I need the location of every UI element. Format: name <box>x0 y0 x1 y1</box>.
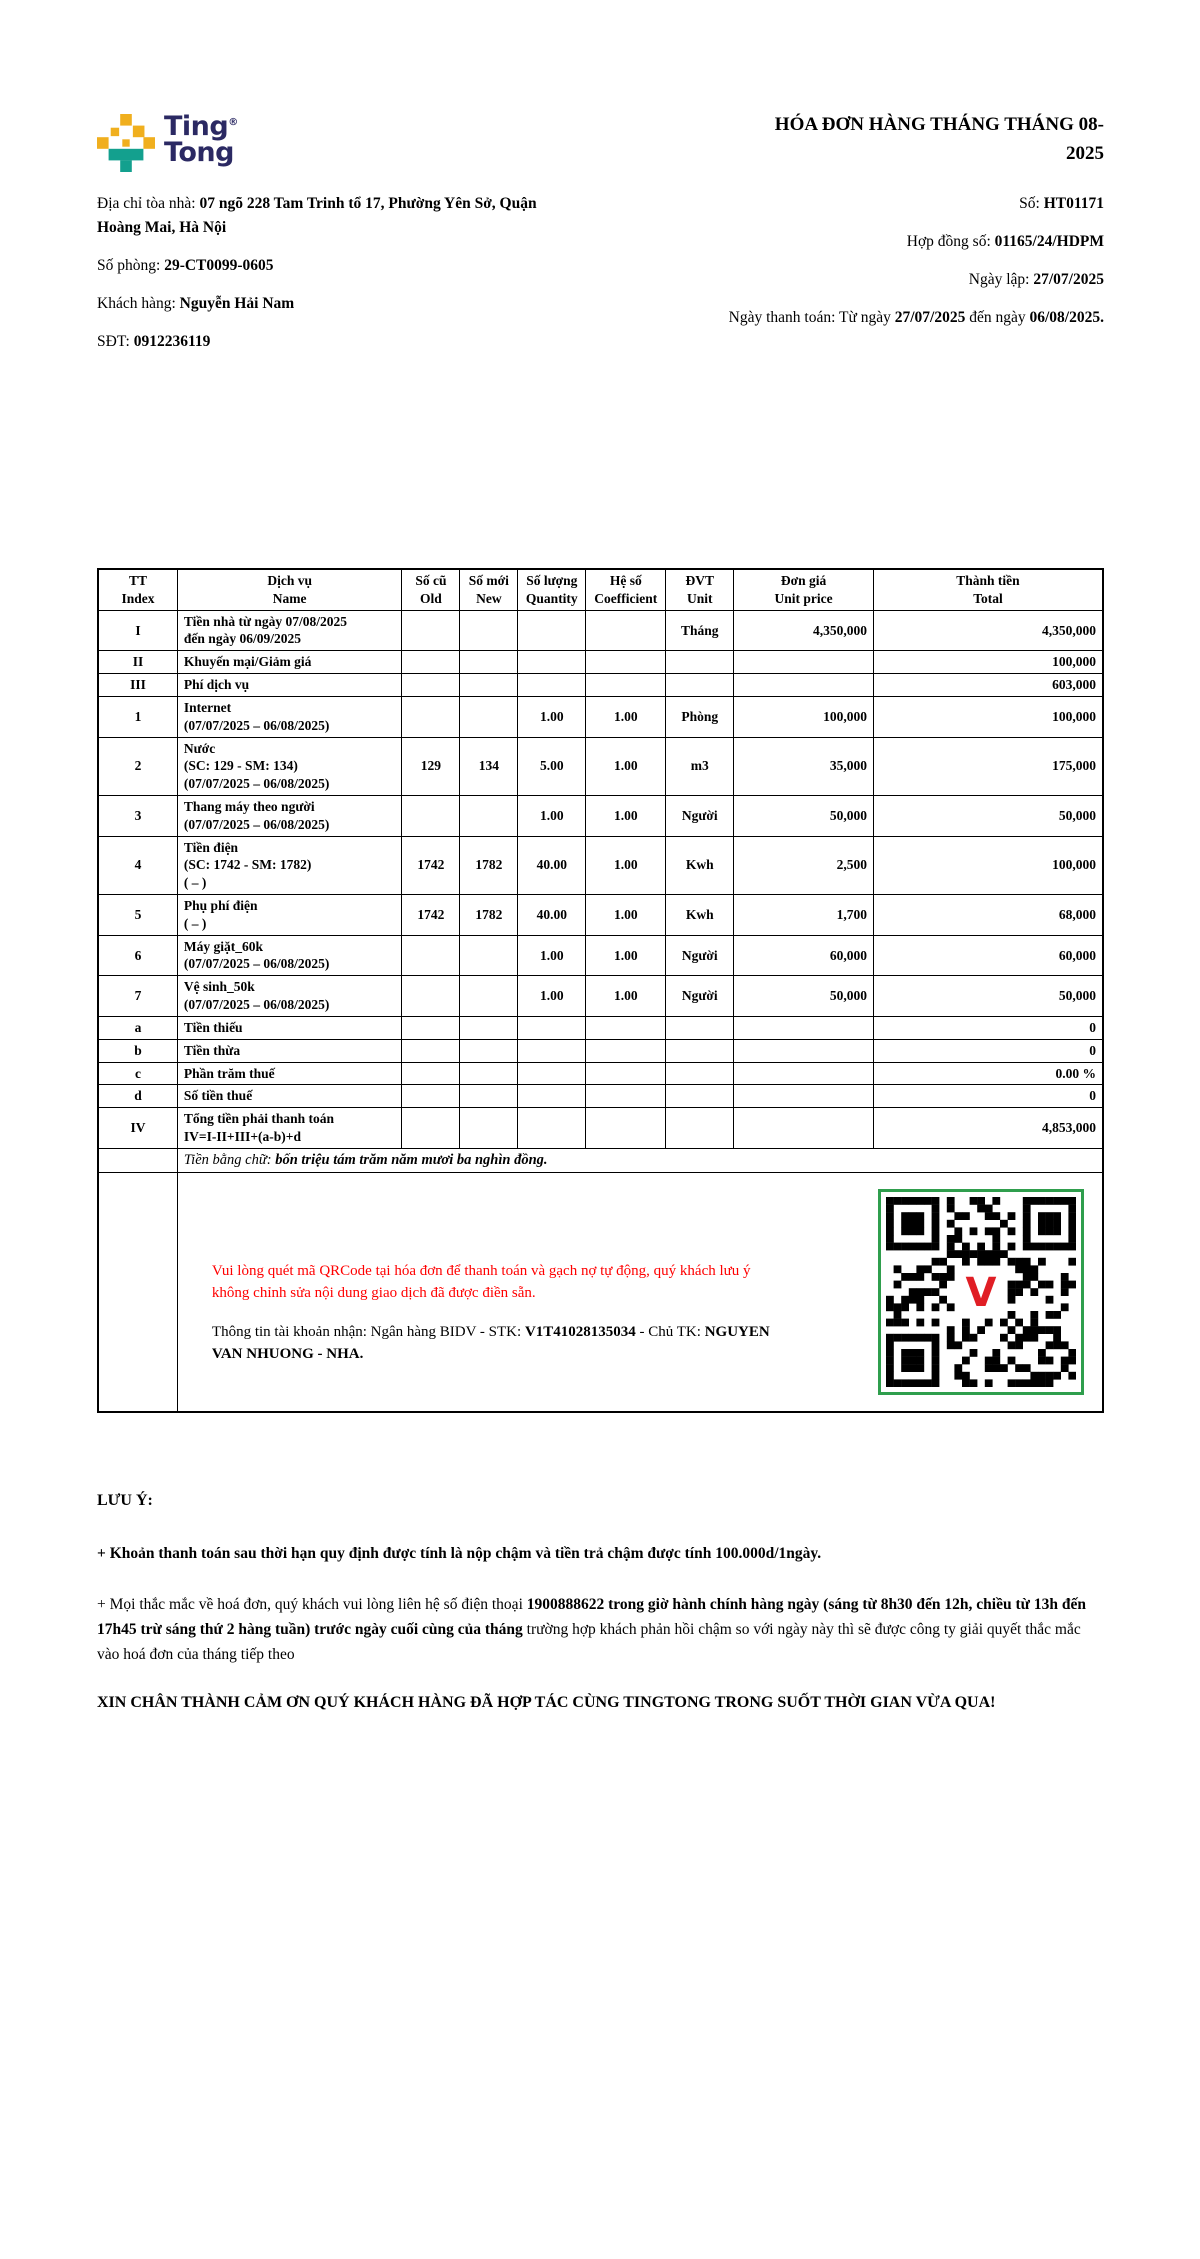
room-value: 29-CT0099-0605 <box>164 257 274 274</box>
qr-code <box>878 1189 1084 1395</box>
phone-line <box>97 330 565 354</box>
cell-unit <box>666 1039 734 1062</box>
cell-quantity: 1.00 <box>518 935 586 976</box>
cell-old-reading <box>402 1108 460 1149</box>
cell-old-reading: 129 <box>402 737 460 795</box>
cell-new-reading: 1782 <box>460 895 518 936</box>
registered-mark: ® <box>228 117 238 128</box>
payment-period-line <box>724 306 1104 330</box>
contract-number-line <box>724 230 1104 254</box>
cell-quantity: 1.00 <box>518 795 586 836</box>
cell-index: 4 <box>98 836 177 894</box>
cell-coefficient <box>586 1062 666 1085</box>
cell-quantity <box>518 674 586 697</box>
qr-payment-notice: Vui lòng quét mã QRCode tại hóa đơn để thanh toán và gạch nợ tự động, quý khách lưu ý không chỉnh sửa nội dung giao dịch đã được điền sẵn. <box>211 1262 751 1301</box>
cell-coefficient <box>586 1108 666 1149</box>
payment-mid: đến ngày <box>965 309 1030 326</box>
table-cell <box>98 1172 177 1412</box>
cell-old-reading: 1742 <box>402 895 460 936</box>
cell-quantity: 40.00 <box>518 895 586 936</box>
cell-total: 0 <box>873 1039 1103 1062</box>
cell-service-name: Máy giặt_60k (07/07/2025 – 06/08/2025) <box>177 935 402 976</box>
cell-unit-price: 50,000 <box>734 976 874 1017</box>
cell-quantity: 1.00 <box>518 976 586 1017</box>
cell-unit-price: 2,500 <box>734 836 874 894</box>
table-row <box>98 1062 1103 1085</box>
issue-date-label: Ngày lập: <box>968 271 1034 288</box>
table-row <box>98 795 1103 836</box>
cell-unit-price: 50,000 <box>734 795 874 836</box>
cell-old-reading <box>402 976 460 1017</box>
cell-total: 100,000 <box>873 696 1103 737</box>
cell-index: a <box>98 1016 177 1039</box>
column-header: Dịch vụ Name <box>177 569 402 610</box>
cell-coefficient: 1.00 <box>586 976 666 1017</box>
payment-instructions <box>212 1189 772 1384</box>
account-mid: - Chủ TK: <box>635 1324 705 1341</box>
cell-total: 50,000 <box>873 976 1103 1017</box>
table-row <box>98 1039 1103 1062</box>
amount-words-row <box>98 1148 1103 1172</box>
cell-unit <box>666 1108 734 1149</box>
phone-label: SĐT: <box>97 333 134 350</box>
cell-total: 68,000 <box>873 895 1103 936</box>
cell-unit: Người <box>666 935 734 976</box>
room-number-line <box>97 254 565 278</box>
cell-unit-price: 1,700 <box>734 895 874 936</box>
issue-date-line <box>724 268 1104 292</box>
column-header: ĐVT Unit <box>666 569 734 610</box>
amount-in-words-cell <box>177 1148 1103 1172</box>
cell-new-reading <box>460 976 518 1017</box>
cell-new-reading: 134 <box>460 737 518 795</box>
amount-in-words-label: Tiền bằng chữ: <box>183 1151 276 1168</box>
bank-account-info <box>212 1322 772 1366</box>
cell-old-reading <box>402 1085 460 1108</box>
contract-value: 01165/24/HDPM <box>994 233 1104 250</box>
cell-index: b <box>98 1039 177 1062</box>
cell-index: IV <box>98 1108 177 1149</box>
invoice-title: HÓA ĐƠN HÀNG THÁNG THÁNG 08-2025 <box>774 114 1104 165</box>
cell-quantity: 1.00 <box>518 696 586 737</box>
qr-row <box>98 1172 1103 1412</box>
phone-value: 0912236119 <box>133 333 211 350</box>
cell-coefficient <box>586 651 666 674</box>
cell-unit: Phòng <box>666 696 734 737</box>
cell-service-name: Phụ phí điện ( – ) <box>177 895 402 936</box>
column-header: Đơn giá Unit price <box>734 569 874 610</box>
column-header: Số mới New <box>460 569 518 610</box>
cell-index: II <box>98 651 177 674</box>
cell-unit: Kwh <box>666 895 734 936</box>
cell-coefficient <box>586 1085 666 1108</box>
cell-old-reading <box>402 795 460 836</box>
cell-unit-price <box>734 674 874 697</box>
cell-service-name: Tiền nhà từ ngày 07/08/2025 đến ngày 06/09/2025 <box>177 610 402 651</box>
cell-index: 2 <box>98 737 177 795</box>
address-label: Địa chỉ tòa nhà: <box>97 195 200 212</box>
cell-old-reading <box>402 696 460 737</box>
customer-value: Nguyễn Hải Nam <box>179 295 295 312</box>
cell-coefficient <box>586 1016 666 1039</box>
table-row <box>98 895 1103 936</box>
cell-unit <box>666 1085 734 1108</box>
payment-label: Ngày thanh toán: Từ ngày <box>728 309 895 326</box>
cell-service-name: Khuyến mại/Giảm giá <box>177 651 402 674</box>
customer-name-line <box>97 292 565 316</box>
cell-quantity: 40.00 <box>518 836 586 894</box>
cell-new-reading <box>460 610 518 651</box>
tingtong-logo <box>97 111 238 172</box>
cell-total: 4,350,000 <box>873 610 1103 651</box>
qr-cell <box>177 1172 1103 1412</box>
cell-service-name: Nước (SC: 129 - SM: 134) (07/07/2025 – 06/08/2025) <box>177 737 402 795</box>
cell-quantity <box>518 651 586 674</box>
cell-service-name: Tiền điện (SC: 1742 - SM: 1782) ( – ) <box>177 836 402 894</box>
cell-old-reading <box>402 935 460 976</box>
cell-index: 5 <box>98 895 177 936</box>
cell-old-reading <box>402 1016 460 1039</box>
cell-unit-price <box>734 1108 874 1149</box>
cell-index: III <box>98 674 177 697</box>
brand-name <box>164 111 238 168</box>
cell-total: 60,000 <box>873 935 1103 976</box>
cell-new-reading <box>460 674 518 697</box>
cell-coefficient <box>586 610 666 651</box>
cell-unit: Kwh <box>666 836 734 894</box>
cell-service-name: Vệ sinh_50k (07/07/2025 – 06/08/2025) <box>177 976 402 1017</box>
cell-unit <box>666 1016 734 1039</box>
table-header-row <box>98 569 1103 610</box>
cell-total: 0.00 % <box>873 1062 1103 1085</box>
cell-quantity <box>518 1108 586 1149</box>
invoice-number-line <box>724 192 1104 216</box>
cell-quantity <box>518 1085 586 1108</box>
cell-unit-price <box>734 1062 874 1085</box>
cell-new-reading <box>460 935 518 976</box>
table-row <box>98 696 1103 737</box>
cell-new-reading <box>460 1085 518 1108</box>
notes-heading: LƯU Ý: <box>97 1492 153 1509</box>
amount-in-words-value: bốn triệu tám trăm năm mươi ba nghìn đồng. <box>275 1151 548 1168</box>
cell-quantity <box>518 610 586 651</box>
cell-index: I <box>98 610 177 651</box>
notes-section <box>97 1488 1104 1717</box>
cell-new-reading <box>460 1039 518 1062</box>
issue-date-value: 27/07/2025 <box>1033 271 1104 288</box>
cell-new-reading <box>460 696 518 737</box>
table-row <box>98 737 1103 795</box>
cell-unit: Người <box>666 976 734 1017</box>
table-row <box>98 1085 1103 1108</box>
cell-unit-price: 60,000 <box>734 935 874 976</box>
account-prefix: Thông tin tài khoản nhận: Ngân hàng BIDV - STK: <box>211 1324 525 1341</box>
cell-old-reading: 1742 <box>402 836 460 894</box>
cell-new-reading <box>460 1016 518 1039</box>
cell-unit-price <box>734 1016 874 1039</box>
cell-index: d <box>98 1085 177 1108</box>
column-header: TT Index <box>98 569 177 610</box>
column-header: Thành tiền Total <box>873 569 1103 610</box>
account-number: V1T41028135034 <box>524 1324 636 1341</box>
invoice-number-value: HT01171 <box>1043 195 1104 212</box>
table-row <box>98 976 1103 1017</box>
note-contact <box>97 1592 1104 1667</box>
cell-total: 50,000 <box>873 795 1103 836</box>
note-thanks: XIN CHÂN THÀNH CẢM ƠN QUÝ KHÁCH HÀNG ĐÃ HỢP TÁC CÙNG TINGTONG TRONG SUỐT THỜI GIAN VỪA QUA! <box>97 1694 996 1711</box>
cell-quantity <box>518 1039 586 1062</box>
column-header: Số cũ Old <box>402 569 460 610</box>
cell-unit <box>666 674 734 697</box>
cell-quantity <box>518 1016 586 1039</box>
note-contact-segment: + Mọi thắc mắc về hoá đơn, quý khách vui lòng liên hệ số điện thoại <box>97 1596 527 1613</box>
table-row <box>98 1016 1103 1039</box>
invoice-table-body <box>98 569 1103 1412</box>
cell-service-name: Tiền thừa <box>177 1039 402 1062</box>
cell-service-name: Thang máy theo người (07/07/2025 – 06/08/2025) <box>177 795 402 836</box>
cell-coefficient <box>586 674 666 697</box>
cell-old-reading <box>402 651 460 674</box>
cell-index: 7 <box>98 976 177 1017</box>
cell-coefficient: 1.00 <box>586 696 666 737</box>
note-late-payment: + Khoản thanh toán sau thời hạn quy định được tính là nộp chậm và tiền trả chậm được tính 100.000d/1ngày. <box>97 1545 822 1562</box>
cell-total: 4,853,000 <box>873 1108 1103 1149</box>
cell-unit-price <box>734 651 874 674</box>
invoice-meta <box>724 192 1104 368</box>
cell-total: 100,000 <box>873 836 1103 894</box>
cell-total: 0 <box>873 1016 1103 1039</box>
table-cell <box>98 1148 177 1172</box>
cell-coefficient: 1.00 <box>586 737 666 795</box>
customer-info <box>97 192 565 368</box>
cell-coefficient: 1.00 <box>586 895 666 936</box>
cell-new-reading <box>460 795 518 836</box>
cell-unit-price <box>734 1085 874 1108</box>
cell-coefficient: 1.00 <box>586 836 666 894</box>
customer-label: Khách hàng: <box>97 295 180 312</box>
cell-service-name: Tổng tiền phải thanh toán IV=I-II+III+(a-b)+d <box>177 1108 402 1149</box>
payment-to: 06/08/2025. <box>1029 309 1104 326</box>
cell-total: 603,000 <box>873 674 1103 697</box>
building-address-line <box>97 192 565 240</box>
table-row <box>98 1108 1103 1149</box>
room-label: Số phòng: <box>97 257 165 274</box>
cell-service-name: Phí dịch vụ <box>177 674 402 697</box>
cell-new-reading <box>460 1108 518 1149</box>
cell-old-reading <box>402 674 460 697</box>
cell-service-name: Phần trăm thuế <box>177 1062 402 1085</box>
table-row <box>98 935 1103 976</box>
cell-index: 1 <box>98 696 177 737</box>
table-row <box>98 674 1103 697</box>
invoice-info <box>97 192 1104 368</box>
cell-unit-price <box>734 1039 874 1062</box>
cell-unit <box>666 651 734 674</box>
brand-name-line1: Ting <box>164 111 229 142</box>
cell-new-reading <box>460 651 518 674</box>
header <box>97 110 1104 172</box>
cell-unit <box>666 1062 734 1085</box>
cell-new-reading: 1782 <box>460 836 518 894</box>
table-row <box>98 651 1103 674</box>
qr-code-image <box>886 1197 1076 1387</box>
qr-section <box>184 1175 1096 1409</box>
contract-label: Hợp đồng số: <box>906 233 995 250</box>
address-value: 07 ngõ 228 Tam Trinh tổ 17, Phường Yên Sở, Quận Hoàng Mai, Hà Nội <box>97 195 537 236</box>
column-header: Số lượng Quantity <box>518 569 586 610</box>
cell-unit: Người <box>666 795 734 836</box>
cell-quantity: 5.00 <box>518 737 586 795</box>
account-holder: NGUYEN VAN NHUONG - NHA. <box>211 1324 770 1363</box>
invoice-number-label: Số: <box>1019 195 1044 212</box>
table-row <box>98 836 1103 894</box>
cell-unit-price: 100,000 <box>734 696 874 737</box>
cell-total: 100,000 <box>873 651 1103 674</box>
invoice-table <box>97 568 1104 1413</box>
column-header: Hệ số Coefficient <box>586 569 666 610</box>
cell-coefficient: 1.00 <box>586 935 666 976</box>
cell-old-reading <box>402 1062 460 1085</box>
cell-coefficient: 1.00 <box>586 795 666 836</box>
cell-service-name: Số tiền thuế <box>177 1085 402 1108</box>
cell-index: 3 <box>98 795 177 836</box>
cell-index: c <box>98 1062 177 1085</box>
svg-text:V: V <box>965 1269 997 1316</box>
cell-old-reading <box>402 1039 460 1062</box>
cell-coefficient <box>586 1039 666 1062</box>
cell-new-reading <box>460 1062 518 1085</box>
cell-service-name: Internet (07/07/2025 – 06/08/2025) <box>177 696 402 737</box>
cell-total: 0 <box>873 1085 1103 1108</box>
cell-quantity <box>518 1062 586 1085</box>
note-contact-segment: trường hợp khách phản hồi chậm so với ngày này thì sẽ được công ty giải quyết thắc mắc vào hoá đơn của tháng tiếp theo <box>97 1621 1081 1663</box>
cell-old-reading <box>402 610 460 651</box>
brand-name-line2: Tong <box>164 136 234 168</box>
cell-total: 175,000 <box>873 737 1103 795</box>
cell-unit-price: 4,350,000 <box>734 610 874 651</box>
cell-unit: m3 <box>666 737 734 795</box>
payment-from: 27/07/2025 <box>894 309 966 326</box>
cell-unit-price: 35,000 <box>734 737 874 795</box>
note-contact-hotline: 1900888622 trong giờ hành chính hàng ngày (sáng từ 8h30 đến 12h, chiều từ 13h đến 17h45 trừ sáng thứ 2 hàng tuần) <box>97 1596 1086 1638</box>
table-row <box>98 610 1103 651</box>
cell-unit: Tháng <box>666 610 734 651</box>
cell-index: 6 <box>98 935 177 976</box>
cell-service-name: Tiền thiếu <box>177 1016 402 1039</box>
tingtong-logo-icon <box>97 114 155 172</box>
note-contact-deadline: trước ngày cuối cùng của tháng <box>314 1621 523 1638</box>
